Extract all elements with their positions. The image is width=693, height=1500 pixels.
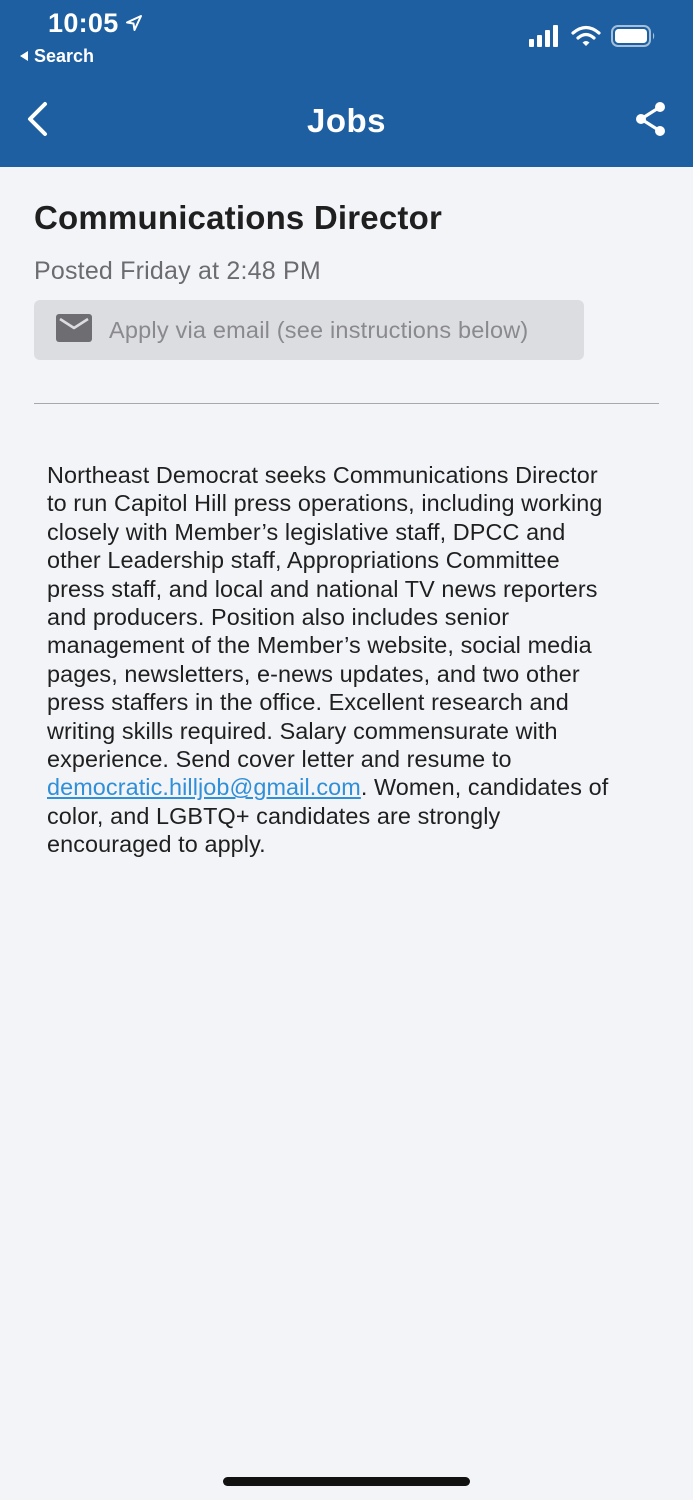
app-header [0, 0, 693, 167]
apply-email-button[interactable] [34, 300, 584, 360]
description-line: closely with Member’s legislative staff, DPCC and [47, 518, 566, 545]
cellular-signal-icon [529, 25, 561, 52]
description-line: press staff, and local and national TV news reporters [47, 575, 598, 602]
location-arrow-icon [125, 8, 143, 39]
description-email-line [47, 773, 657, 801]
description-line: color, and LGBTQ+ candidates are strongly [47, 802, 501, 829]
description-line: pages, newsletters, e-news updates, and two other [47, 660, 580, 687]
email-link[interactable]: democratic.hilljob@gmail.com [47, 774, 361, 801]
description-email-tail: . Women, candidates of [360, 774, 609, 801]
home-indicator[interactable] [223, 1477, 470, 1486]
description-line: writing skills required. Salary commensurate with [47, 717, 558, 744]
status-icons [529, 24, 657, 53]
description-line: experience. Send cover letter and resume to [47, 746, 512, 773]
share-button[interactable] [631, 100, 671, 142]
description-line: encouraged to apply. [47, 831, 266, 858]
description-line: other Leadership staff, Appropriations Committee [47, 547, 560, 574]
posted-date: Posted Friday at 2:48 PM [34, 257, 321, 285]
page-title: Jobs [306, 102, 387, 139]
job-description [47, 461, 657, 859]
battery-icon [611, 24, 657, 53]
envelope-icon [56, 314, 92, 347]
back-triangle-icon [18, 46, 30, 67]
description-line: press staffers in the office. Excellent research and [47, 689, 569, 716]
back-to-app-label: Search [34, 46, 95, 66]
apply-email-label: Apply via email (see instructions below) [109, 316, 529, 343]
description-line: Northeast Democrat seeks Communications Director [47, 462, 598, 488]
wifi-icon [571, 25, 601, 52]
back-to-app-link[interactable] [18, 46, 94, 67]
description-line: and producers. Position also includes senior [47, 604, 510, 631]
share-icon [634, 101, 668, 142]
job-title: Communications Director [34, 199, 442, 236]
status-time-text: 10:05 [48, 8, 119, 38]
description-line: to run Capitol Hill press operations, including working [47, 490, 603, 517]
status-time [48, 8, 143, 39]
divider [34, 403, 659, 404]
description-line: management of the Member’s website, social media [47, 632, 592, 659]
